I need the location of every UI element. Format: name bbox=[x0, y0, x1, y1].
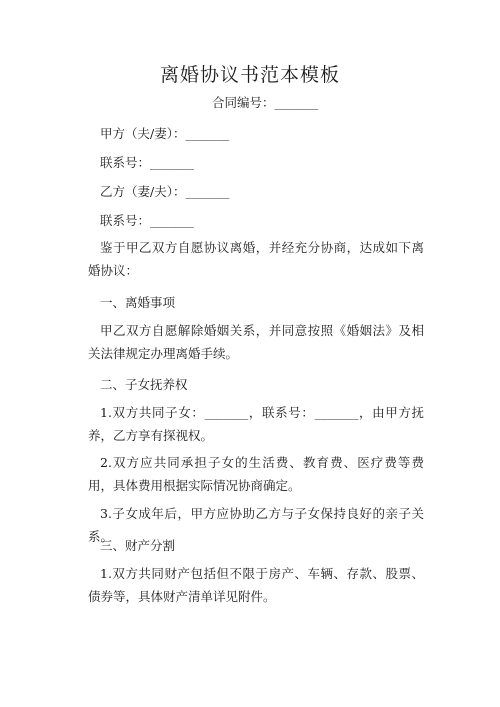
section-1-body: 甲乙双方自愿解除婚姻关系，并同意按照《婚姻法》及相关法律规定办理离婚手续。 bbox=[88, 323, 424, 361]
party-a-contact: 联系号：_______ bbox=[100, 155, 194, 170]
section-3-heading: 三、财产分割 bbox=[100, 538, 176, 553]
party-b-line: 乙方（妻/夫）：_______ bbox=[100, 184, 230, 199]
contract-number: 合同编号：_______ bbox=[212, 95, 319, 110]
section-2-item-1: 1.双方共同子女：_______，联系号：_______，由甲方抚养，乙方享有探视权。 bbox=[88, 405, 424, 443]
section-3-item-1: 1.双方共同财产包括但不限于房产、车辆、存款、股票、债券等，具体财产清单详见附件。 bbox=[88, 566, 424, 604]
section-2-item-3: 3.子女成年后，甲方应协助乙方与子女保持良好的亲子关系。 bbox=[88, 506, 424, 544]
document-title: 离婚协议书范本模板 bbox=[159, 64, 340, 86]
section-2-item-2: 2.双方应共同承担子女的生活费、教育费、医疗费等费用，具体费用根据实际情况协商确定。 bbox=[88, 455, 424, 493]
preamble-paragraph: 鉴于甲乙双方自愿协议离婚，并经充分协商，达成如下离婚协议： bbox=[88, 240, 424, 278]
party-a-line: 甲方（夫/妻）：_______ bbox=[100, 126, 230, 141]
section-1-heading: 一、离婚事项 bbox=[100, 295, 176, 310]
section-2-heading: 二、子女抚养权 bbox=[100, 377, 188, 392]
party-b-contact: 联系号：_______ bbox=[100, 213, 194, 228]
